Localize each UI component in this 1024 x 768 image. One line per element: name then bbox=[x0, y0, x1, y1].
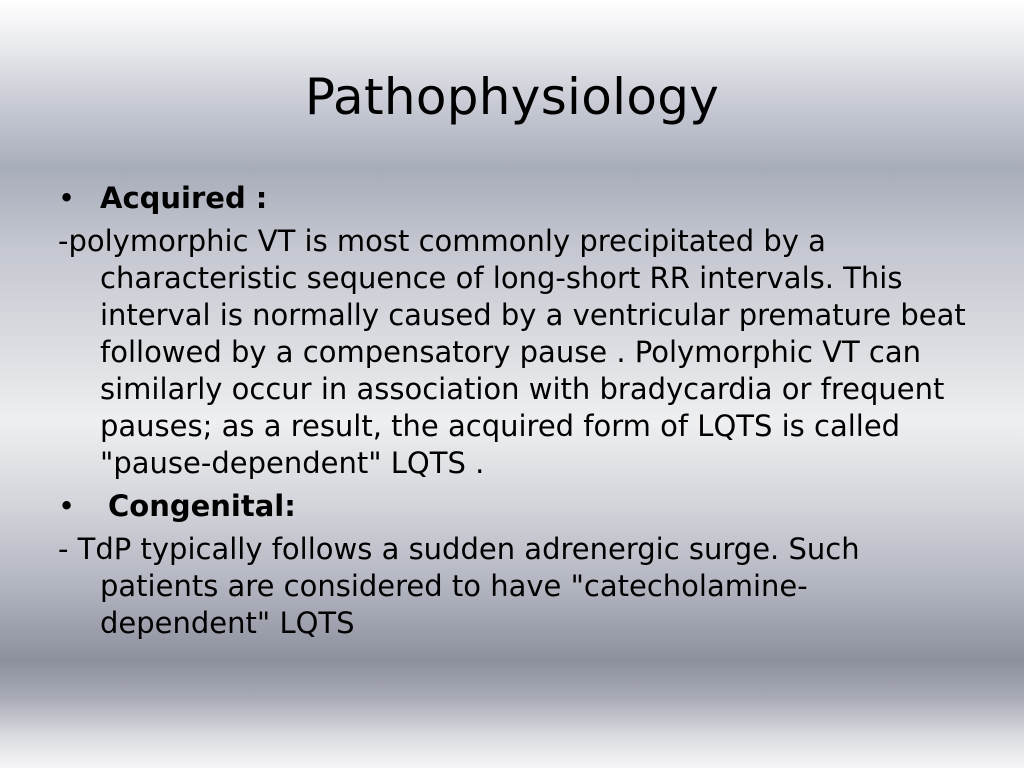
bullet-congenital bbox=[58, 488, 958, 525]
bullet-acquired bbox=[58, 180, 958, 217]
congenital-heading: Congenital: bbox=[108, 489, 296, 523]
bullet-marker: • bbox=[58, 489, 76, 523]
slide-body bbox=[58, 180, 966, 648]
congenital-paragraph: - TdP typically follows a sudden adrenergic surge. Such patients are considered to have "catecholamine-dependent" LQTS bbox=[58, 532, 860, 640]
slide-title: Pathophysiology bbox=[304, 68, 720, 126]
acquired-heading: Acquired : bbox=[100, 181, 268, 215]
bullet-marker: • bbox=[58, 181, 76, 215]
acquired-paragraph: -polymorphic VT is most commonly precipitated by a characteristic sequence of long-short RR intervals. This interval is normally caused by a ventricular premature beat followed by a compensatory pause . Polymorphic VT can similarly occur in association with bradycardia or frequent pauses; as a result, the acquired form of LQTS is called "pause-dependent" LQTS . bbox=[58, 224, 966, 480]
